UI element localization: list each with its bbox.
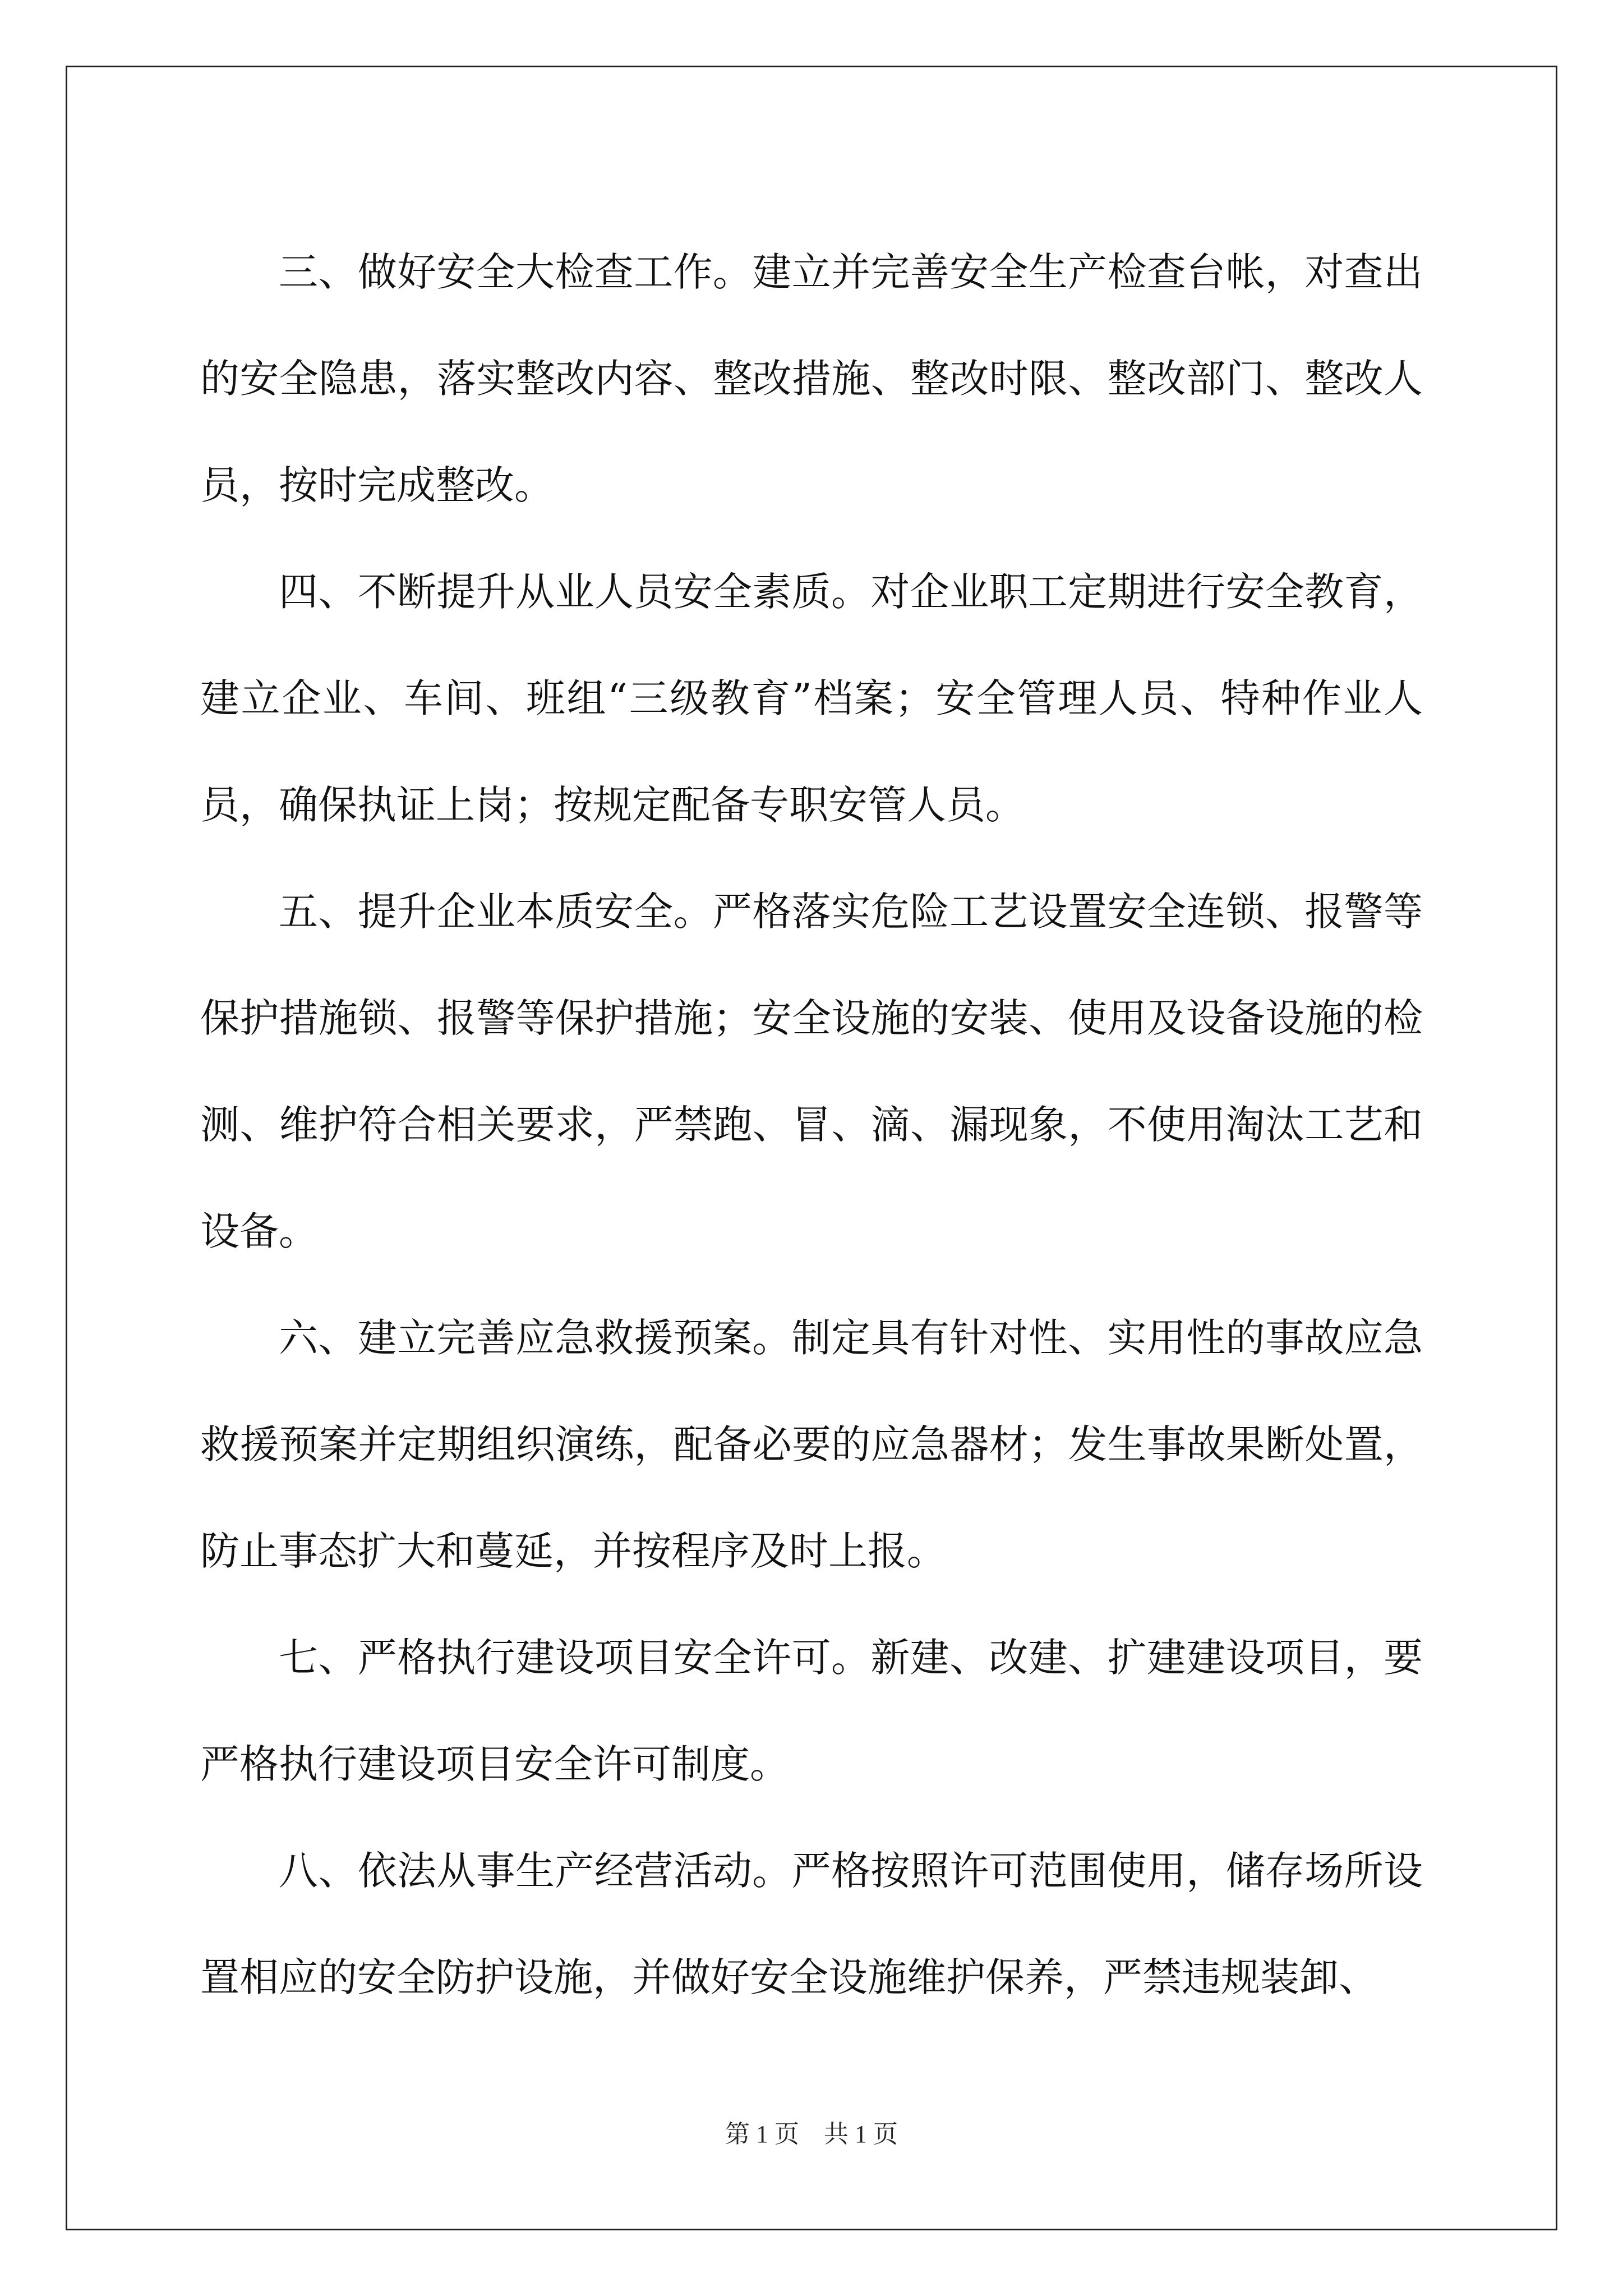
- document-body: [200, 219, 1423, 2031]
- paragraph-section-8: 八、依法从事生产经营活动。严格按照许可范围使用，储存场所设置相应的安全防护设施，并做好安全设施维护保养，严禁违规装卸、: [200, 1848, 1423, 2000]
- paragraph-section-3: 三、做好安全大检查工作。建立并完善安全生产检查台帐，对查出的安全隐患，落实整改内容、整改措施、整改时限、整改部门、整改人员，按时完成整改。: [200, 249, 1423, 508]
- paragraph-section-6: 六、建立完善应急救援预案。制定具有针对性、实用性的事故应急救援预案并定期组织演练，配备必要的应急器材；发生事故果断处置，防止事态扩大和蔓延，并按程序及时上报。: [200, 1315, 1423, 1574]
- paragraph-section-5: 五、提升企业本质安全。严格落实危险工艺设置安全连锁、报警等保护措施锁、报警等保护措施；安全设施的安装、使用及设备设施的检测、维护符合相关要求，严禁跑、冒、滴、漏现象，不使用淘汰工艺和设备。: [200, 889, 1423, 1254]
- paragraph-section-7: 七、严格执行建设项目安全许可。新建、改建、扩建建设项目，要严格执行建设项目安全许可制度。: [200, 1635, 1423, 1787]
- paragraph-section-4: 四、不断提升从业人员安全素质。对企业职工定期进行安全教育，建立企业、车间、班组“三级教育”档案；安全管理人员、特种作业人员，确保执证上岗；按规定配备专职安管人员。: [200, 569, 1423, 828]
- page-number-footer: 第 1 页 共 1 页: [725, 2120, 898, 2148]
